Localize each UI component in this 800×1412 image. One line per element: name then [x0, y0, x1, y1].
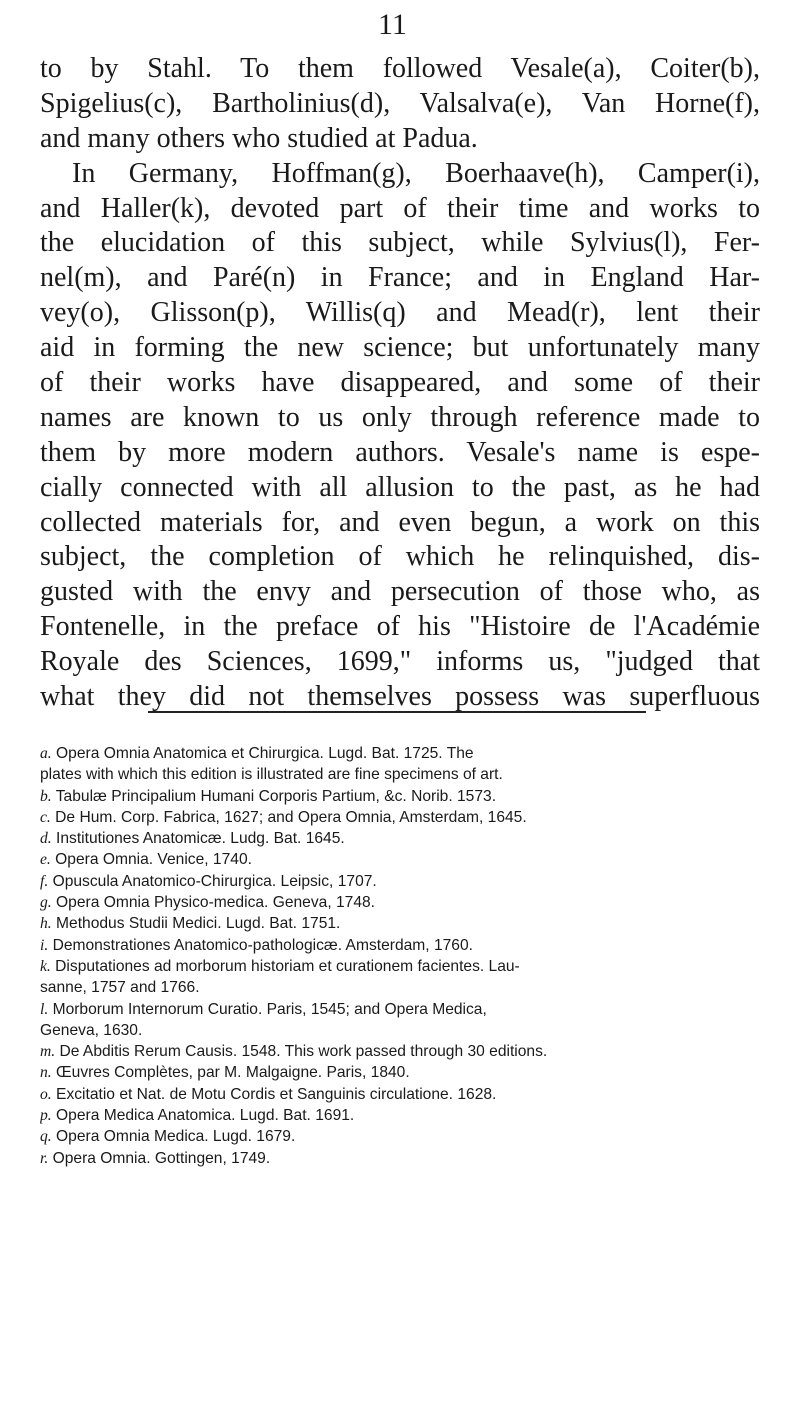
footnote-mark: m.	[40, 1043, 56, 1061]
footnote-mark: n.	[40, 1064, 52, 1082]
footnote-mark: r.	[40, 1149, 49, 1167]
body-line: cially connected with all allusion to the past, as he had	[40, 471, 760, 503]
footnote-text: Disputationes ad morborum historiam et curationem facientes. Lau-	[55, 957, 520, 975]
body-line: Fontenelle, in the preface of his "Histoire de l'Académie	[40, 611, 760, 643]
footnote-mark: e.	[40, 851, 51, 869]
body-line: what they did not themselves possess was superfluous	[40, 681, 760, 713]
footnote	[40, 999, 762, 1020]
footnote	[40, 743, 762, 764]
footnote-text: Opuscula Anatomico-Chirurgica. Leipsic, 1707.	[52, 872, 377, 890]
footnote	[40, 1148, 762, 1169]
footnote-mark: d.	[40, 830, 52, 848]
footnote	[40, 871, 762, 892]
footnote-mark: i.	[40, 936, 49, 954]
footnote-text: Demonstrationes Anatomico-pathologicæ. Amsterdam, 1760.	[52, 936, 473, 954]
footnote	[40, 807, 762, 828]
body-line: Royale des Sciences, 1699," informs us, "judged that	[40, 646, 760, 678]
body-line: and many others who studied at Padua.	[40, 122, 478, 154]
footnote-text: Tabulæ Principalium Humani Corporis Partium, &c. Norib. 1573.	[55, 787, 497, 805]
footnote-text: Opera Omnia. Gottingen, 1749.	[52, 1149, 271, 1167]
footnote-mark: q.	[40, 1128, 52, 1146]
footnote-mark: p.	[40, 1107, 52, 1125]
footnote-text: Institutiones Anatomicæ. Ludg. Bat. 1645.	[56, 830, 345, 848]
footnote-text: Opera Omnia Medica. Lugd. 1679.	[56, 1128, 296, 1146]
body-line: collected materials for, and even begun, a work on this	[40, 506, 760, 538]
footnote	[40, 1020, 762, 1041]
body-line: aid in forming the new science; but unfortunately many	[40, 332, 760, 364]
footnote-text: Opera Omnia Anatomica et Chirurgica. Lugd. Bat. 1725. The	[56, 745, 474, 762]
body-text	[40, 52, 760, 715]
footnote-text: Opera Medica Anatomica. Lugd. Bat. 1691.	[56, 1107, 355, 1125]
page-number: 11	[378, 8, 407, 41]
body-line: Spigelius(c), Bartholinius(d), Valsalva(e), Van Horne(f),	[40, 87, 760, 119]
footnote	[40, 828, 762, 849]
footnote-mark: c.	[40, 808, 51, 826]
footnote-text: Morborum Internorum Curatio. Paris, 1545; and Opera Medica,	[52, 1000, 487, 1018]
body-line: nel(m), and Paré(n) in France; and in England Har-	[40, 262, 760, 294]
footnote	[40, 786, 762, 807]
footnote-text: De Abditis Rerum Causis. 1548. This work passed through 30 editions.	[59, 1043, 548, 1061]
body-line: them by more modern authors. Vesale's name is espe-	[40, 436, 760, 468]
body-line: In Germany, Hoffman(g), Boerhaave(h), Camper(i),	[72, 157, 760, 189]
body-line: of their works have disappeared, and some of their	[40, 367, 760, 399]
footnote-mark: f.	[40, 872, 49, 890]
body-line: and Haller(k), devoted part of their time and works to	[40, 192, 760, 224]
footnote-text: plates with which this edition is illustrated are fine specimens of art.	[40, 766, 503, 784]
footnote	[40, 1105, 762, 1126]
body-line: gusted with the envy and persecution of those who, as	[40, 576, 760, 608]
footnote-text: Excitatio et Nat. de Motu Cordis et Sanguinis circulatione. 1628.	[56, 1085, 497, 1103]
footnote-mark: h.	[40, 915, 52, 933]
footnote-mark: l.	[40, 1000, 49, 1018]
body-line: names are known to us only through reference made to	[40, 401, 760, 433]
footnote	[40, 935, 762, 956]
footnote-divider	[148, 711, 646, 713]
footnote	[40, 1041, 762, 1062]
footnote-text: Opera Omnia. Venice, 1740.	[55, 851, 252, 869]
footnote	[40, 849, 762, 870]
body-line: to by Stahl. To them followed Vesale(a), Coiter(b),	[40, 53, 760, 84]
body-line: subject, the completion of which he relinquished, dis-	[40, 541, 760, 573]
footnote	[40, 1084, 762, 1105]
footnote	[40, 892, 762, 913]
footnote	[40, 1062, 762, 1083]
footnote	[40, 1126, 762, 1147]
footnote	[40, 956, 762, 977]
footnote-text: Geneva, 1630.	[40, 1021, 143, 1039]
footnote-mark: g.	[40, 894, 52, 912]
footnote-text: De Hum. Corp. Fabrica, 1627; and Opera Omnia, Amsterdam, 1645.	[55, 808, 527, 826]
footnote-mark: b.	[40, 787, 52, 805]
footnote	[40, 764, 762, 785]
footnote-text: sanne, 1757 and 1766.	[40, 979, 200, 997]
body-line: the elucidation of this subject, while Sylvius(l), Fer-	[40, 227, 760, 259]
footnote-mark: k.	[40, 957, 51, 975]
footnote-text: Œuvres Complètes, par M. Malgaigne. Paris, 1840.	[56, 1064, 410, 1082]
footnote-mark: a.	[40, 745, 52, 762]
footnote	[40, 977, 762, 998]
footnote-mark: o.	[40, 1085, 52, 1103]
footnote	[40, 913, 762, 934]
footnote-text: Methodus Studii Medici. Lugd. Bat. 1751.	[56, 915, 341, 933]
body-line: vey(o), Glisson(p), Willis(q) and Mead(r), lent their	[40, 297, 760, 329]
footnote-text: Opera Omnia Physico-medica. Geneva, 1748.	[56, 894, 376, 912]
footnotes	[40, 743, 762, 1169]
